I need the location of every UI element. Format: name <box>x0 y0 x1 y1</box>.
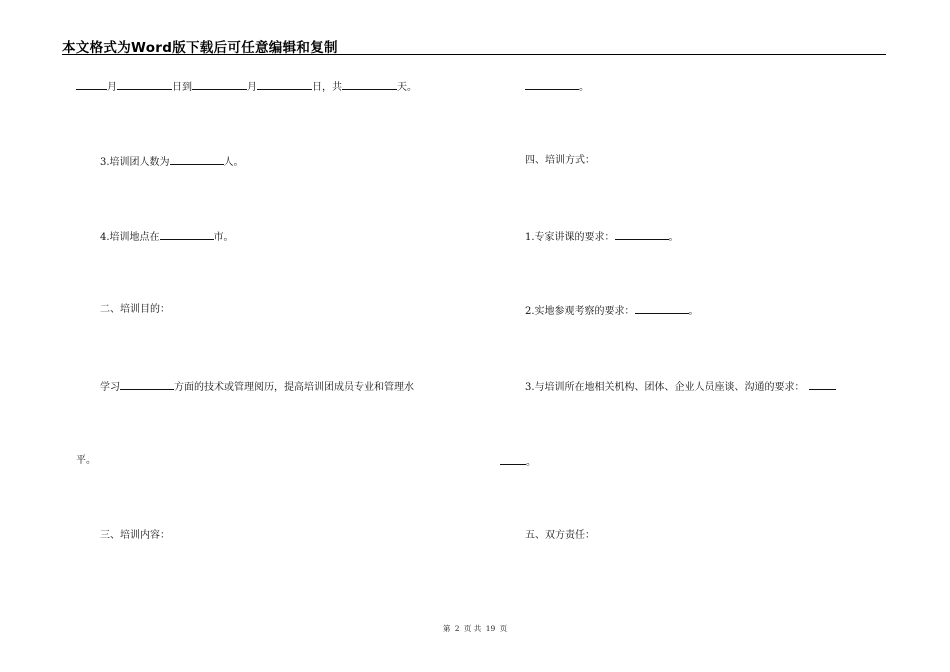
discussion-requirement-line: 3.与培训所在地相关机构、团体、企业人员座谈、沟通的要求： <box>525 380 836 394</box>
section-heading-method: 四、培训方式： <box>525 155 595 166</box>
month-blank <box>76 80 107 90</box>
requirement-blank <box>615 230 669 240</box>
day-blank <box>117 80 172 90</box>
field-blank <box>120 380 174 390</box>
header-divider <box>62 54 886 55</box>
requirement-blank <box>809 380 836 390</box>
requirement-blank <box>635 304 689 314</box>
document-header: 本文格式为Word版下载后可任意编辑和复制 <box>62 40 338 56</box>
page-footer: 第 2 页 共 19 页 <box>442 624 508 633</box>
continuation-line: 。 <box>525 80 589 94</box>
current-page-number: 2 <box>454 624 460 633</box>
purpose-continuation: 平。 <box>76 455 96 466</box>
section-heading-responsibilities: 五、双方责任： <box>525 530 595 541</box>
count-blank <box>170 155 224 165</box>
section-heading-content: 三、培训内容： <box>100 530 170 541</box>
days-count-blank <box>342 80 397 90</box>
date-range-line: 月 日到 月 日，共 天。 <box>76 80 417 94</box>
site-visit-requirement-line: 2.实地参观考察的要求： 。 <box>525 306 699 317</box>
section-heading-purpose: 二、培训目的： <box>100 304 170 315</box>
lecture-requirement-line: 1.专家讲课的要求： 。 <box>525 232 679 243</box>
field-blank <box>525 80 579 90</box>
month-blank <box>192 80 247 90</box>
requirement-blank <box>500 455 526 465</box>
city-blank <box>160 230 214 240</box>
trainee-count-line: 3.培训团人数为 人。 <box>100 157 244 168</box>
day-blank <box>257 80 312 90</box>
location-line: 4.培训地点在 市。 <box>100 232 234 243</box>
purpose-line: 学习 方面的技术或管理阅历，提高培训团成员专业和管理水 <box>100 382 414 393</box>
total-page-count: 19 <box>485 624 496 633</box>
discussion-continuation: 。 <box>500 455 536 469</box>
